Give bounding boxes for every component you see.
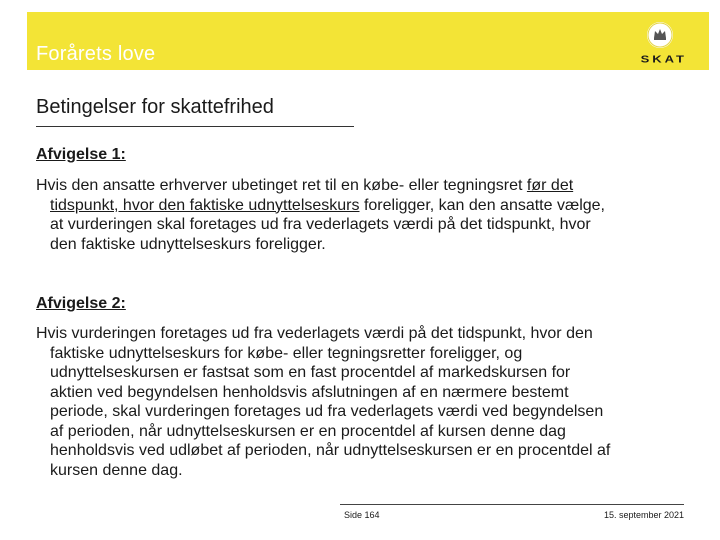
header-bar	[27, 12, 709, 70]
paragraph-line: at vurderingen skal foretages ud fra vederlagets værdi på det tidspunkt, hvor	[50, 216, 591, 233]
subtitle-divider	[36, 126, 354, 127]
paragraph-line: udnyttelseskursen er fastsat som en fast procentdel af markedskursen for	[50, 364, 571, 381]
paragraph-line: af perioden, når udnyttelseskursen er en procentdel af kursen denne dag	[50, 422, 566, 440]
paragraph-line: henholdsvis ved udløbet af perioden, når udnyttelseskursen er en procentdel af	[50, 442, 611, 459]
heading-afvigelse-1: Afvigelse 1:	[36, 146, 126, 163]
paragraph-line: den faktiske udnyttelseskurs foreligger.	[50, 235, 326, 253]
paragraph-afvigelse-2	[36, 324, 691, 480]
paragraph-line: tidspunkt, hvor den faktiske udnyttelseskurs foreligger, kan den ansatte vælge,	[50, 196, 605, 214]
logo-text: SKAT	[640, 53, 687, 65]
paragraph-afvigelse-1	[36, 176, 691, 254]
paragraph-line: faktiske udnyttelseskurs for købe- eller tegningsretter foreligger, og	[50, 344, 523, 362]
paragraph-line: periode, skal vurderingen foretages ud fra vederlagets værdi ved begyndelsen	[50, 403, 604, 420]
heading-afvigelse-2: Afvigelse 2:	[36, 295, 126, 312]
paragraph-line: Hvis den ansatte erhverver ubetinget ret til en købe- eller tegningsret før det	[36, 177, 574, 194]
crown-icon	[647, 22, 673, 48]
paragraph-line: aktien ved begyndelsen henholdsvis afslutningen af en nærmere bestemt	[50, 383, 569, 401]
paragraph-line: Hvis vurderingen foretages ud fra vederlagets værdi på det tidspunkt, hvor den	[36, 325, 593, 342]
page-number: Side 164	[344, 510, 380, 520]
paragraph-line: kursen denne dag.	[50, 461, 183, 479]
section-subtitle: Betingelser for skattefrihed	[36, 96, 274, 118]
footer-date: 15. september 2021	[603, 510, 684, 520]
slide-title: Forårets love	[36, 43, 156, 65]
footer-divider	[340, 504, 684, 505]
skat-logo	[617, 22, 687, 68]
